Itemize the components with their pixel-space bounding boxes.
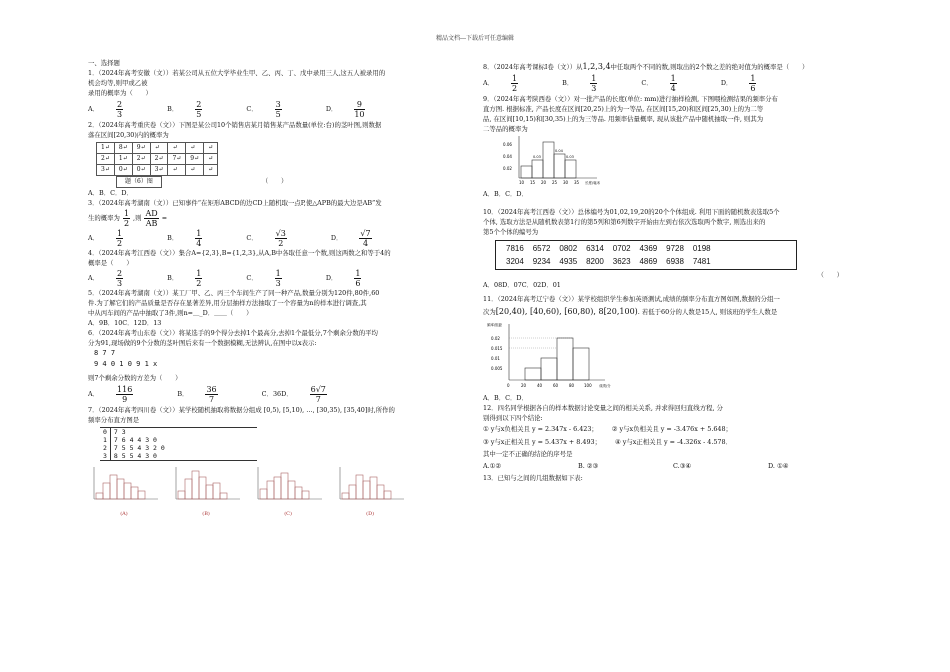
random-number-table: 7816 6572 0802 6314 0702 4369 9728 0198 3204 9234 4935 8200 3623 4869 6938 7481 bbox=[495, 240, 797, 270]
left-column bbox=[88, 58, 468, 519]
svg-text:10: 10 bbox=[519, 180, 525, 185]
svg-text:60: 60 bbox=[553, 383, 559, 388]
svg-text:0.06: 0.06 bbox=[503, 142, 512, 147]
svg-text:40: 40 bbox=[537, 383, 543, 388]
histogram-c: (C) bbox=[252, 465, 324, 519]
svg-text:80: 80 bbox=[569, 383, 575, 388]
question-10: 10．（2024年高考江西卷（文））总体编号为01,02,19,20的20个个体组成. 利用下面的随机数表选取5个 个体, 选取方法是从随机数表第1行的第5列和第6列数字开始由左到右依次选取两个数字, 则选出来的 第5个个体的编号为 7816 6572 0802 6314 0702 4369 9728 0198 3204 9234 4935 8200 3623 4869 6938 7481 （ ） A．08D．07C．02D．01 bbox=[483, 208, 843, 289]
histogram-a: (A) bbox=[88, 465, 160, 519]
stem-leaf-table: 1↵ 8↵ 9↵ ↵ ↵ ↵ ↵ 2↵ 1↵ 2↵ 2↵ 7↵ 9↵ ↵ 3↵ 0↵ 0↵ 3↵ ↵ ↵ ↵ bbox=[96, 142, 218, 176]
svg-text:0.04: 0.04 bbox=[555, 149, 563, 153]
section-title: 一、选择题 bbox=[88, 59, 120, 67]
svg-text:25: 25 bbox=[552, 180, 558, 185]
question-7: 7．（2024年高考四川卷（文））某学校随机抽取将数据分组成 [0,5), [5,10), …, [30,35), [35,40]时,所作的 频率分布直方图是 0 7 3 1 7 6 4 4 3 0 2 7 5 5 4 3 2 0 3 8 5 5 4 3 0 (A) (B) (C) (D) bbox=[88, 405, 468, 519]
histogram-q11 bbox=[485, 320, 635, 390]
svg-text:20: 20 bbox=[521, 383, 527, 388]
svg-text:100: 100 bbox=[584, 383, 592, 388]
question-2: 2．（2024年高考重庆卷（文））下图是某公司10个销售店某月销售某产品数量(单位:台)的茎叶图,则数据 落在区间[20,30)内的概率为 1↵ 8↵ 9↵ ↵ ↵ ↵ ↵ 2↵ 1↵ 2↵ 2↵ 7↵ 9↵ ↵ 3↵ 0↵ 0↵ 3↵ ↵ ↵ ↵ 题（6）图 （ ） A．B．C．D． bbox=[88, 121, 382, 197]
question-6: 6．（2024年高考山东卷（文））将某选手的9个得分去掉1个最高分,去掉1个最低分,7个剩余分数的平均 分为91,现场做的9个分数的茎叶图后来有一个数据模糊,无法辨认,在图中以x表示: 8 7 7 9 4 0 1 0 9 1 x 则7个剩余分数的方差为（ ） A． $\frac{116}{9}$ B． $\frac{36}{7}$ C．36D． $\frac{6√7}{7}$ bbox=[88, 328, 468, 405]
stem-leaf-plot-2: 0 7 3 1 7 6 4 4 3 0 2 7 5 5 4 3 2 0 3 8 5 5 4 3 0 bbox=[100, 427, 257, 461]
svg-text:20: 20 bbox=[541, 180, 547, 185]
question-11: 11．（2024年高考辽宁卷（文））某学校组织学生参加英语测试,成绩的频率分布直方图如图,数据的分组一 次为[20,40), [40,60), [60,80), 8[20,100). 若低于60分的人数是15人, 则该班的学生人数是 频率/组距 0.02 0.015 0.01 0.005 0 20 40 60 80 100 成绩/分 A．B．C．D． bbox=[483, 295, 780, 402]
svg-text:频率/组距: 频率/组距 bbox=[487, 323, 503, 327]
question-4: 4．（2024年高考江西卷（文））集合A={2,3},B={1,2,3},从A,B中各取任意一个数,则这两数之和等于4的 概率是（ ） A． $\frac{2}{3}$ B． $\frac{1}{2}$ C． $\frac{1}{3}$ D． $\frac{1}{6}$ bbox=[88, 249, 391, 288]
question-12: 12．四名同学根据各自的样本数据讨论变量之间的相关关系, 并求得回归直线方程, 分 别得到以下四个结论: ① y与x负相关且 y = 2.347x - 6.423； ② y与x负相关且 y = -3.476x + 5.648； ③ y与x正相关且 y = 5.437x + 8.493； ④ y与x正相关且 y = -4.326x - 4.578． 其中一定不正确的结论的序号是 A.①② B. ②③ C.③④ D. ①④ bbox=[483, 404, 789, 470]
svg-text:0.02: 0.02 bbox=[503, 166, 512, 171]
svg-text:0.03: 0.03 bbox=[566, 155, 574, 159]
question-8: 8．（2024年高考课标Ⅰ卷（文））从1,2,3,4中任取两个不同的数,则取出的2个数之差的绝对值为的概率是（ ） A． $\frac{1}{2}$ B． $\frac{1}{3}$ C． $\frac{1}{4}$ D． $\frac{1}{6}$ bbox=[483, 62, 809, 93]
histogram-d: (D) bbox=[334, 465, 406, 519]
svg-text:30: 30 bbox=[563, 180, 569, 185]
right-column bbox=[483, 58, 863, 483]
svg-text:0.02: 0.02 bbox=[491, 336, 500, 341]
figure-caption: 题（6）图 bbox=[116, 176, 162, 188]
question-13: 13．已知与之间的几组数据如下表: bbox=[483, 474, 583, 482]
svg-text:0.005: 0.005 bbox=[491, 366, 503, 371]
svg-text:0.03: 0.03 bbox=[533, 155, 541, 159]
svg-text:0: 0 bbox=[507, 383, 510, 388]
svg-text:成绩/分: 成绩/分 bbox=[599, 384, 611, 388]
q1-options: A． $\frac{2}{3}$ B． $\frac{2}{5}$ C． $\frac{3}{5}$ D． $\frac{9}{10}$ bbox=[88, 99, 365, 119]
svg-text:15: 15 bbox=[530, 180, 536, 185]
question-9: 9．（2024年高考陕西卷（文））对一批产品的长度(单位: mm)进行抽样检测, 下图喂检测结果的频率分布 直方图. 根据标准, 产品长度在区间[20,25)上的为一等品, 在区间[15,20)和区间[25,30)上的为二等 品, 在区间[10,15)和[30,35)上的为三等品. 用频率估量概率, 现从该批产品中随机抽取一件, 则其为 二等品的概率为 0.06 0.04 0.02 0.03 0.04 0.03 10 15 20 25 30 35 长度/毫米 A．B．C．D． bbox=[483, 95, 778, 198]
histogram-b: (B) bbox=[170, 465, 242, 519]
svg-text:0.015: 0.015 bbox=[491, 346, 503, 351]
svg-text:0.01: 0.01 bbox=[491, 356, 500, 361]
question-3: 3．（2024年高考湖南（文））已知事件“在矩形ABCD的边CD上随机取一点P,使△APB的最大边是AB”发 生的概率为 $\frac{1}{2}$ ,则 $\frac{AD}{AB}$ = A． $\frac{1}{2}$ B． $\frac{1}{4}$ C． $\frac{√3}{2}$ D． $\frac{√7}{4}$ bbox=[88, 199, 382, 248]
svg-text:35: 35 bbox=[574, 180, 580, 185]
question-5: 5．（2024年高考湖南（文））某工厂甲、乙、丙三个车间生产了同一种产品,数量分别为120件,80件,60 件.为了解它们的产品质量是否存在显著差异,用分层抽样方法抽取了一个容量为n的样本进行调查,其 中从丙车间的产品中抽取了3件,则n=＿_D．＿＿（ ） A．9B．10C．12D．13 bbox=[88, 289, 380, 327]
question-1: 1．（2024年高考安徽（文））若某公司从五位大学毕业生甲、乙、丙、丁、戊中录用三人,这五人被录用的 机会均等,则甲或乙被 录用的概率为（ ） A． $\frac{2}{3}$ B． $\frac{2}{5}$ C． $\frac{3}{5}$ D． $\frac{9}{10}$ bbox=[88, 68, 468, 120]
page-header: 精品文档---下载后可任意编辑 bbox=[435, 35, 515, 42]
stem-leaf-plot: 8 7 7 bbox=[94, 349, 116, 357]
svg-text:长度/毫米: 长度/毫米 bbox=[585, 181, 601, 185]
histogram-q9 bbox=[493, 134, 633, 186]
svg-text:0.04: 0.04 bbox=[503, 154, 512, 159]
